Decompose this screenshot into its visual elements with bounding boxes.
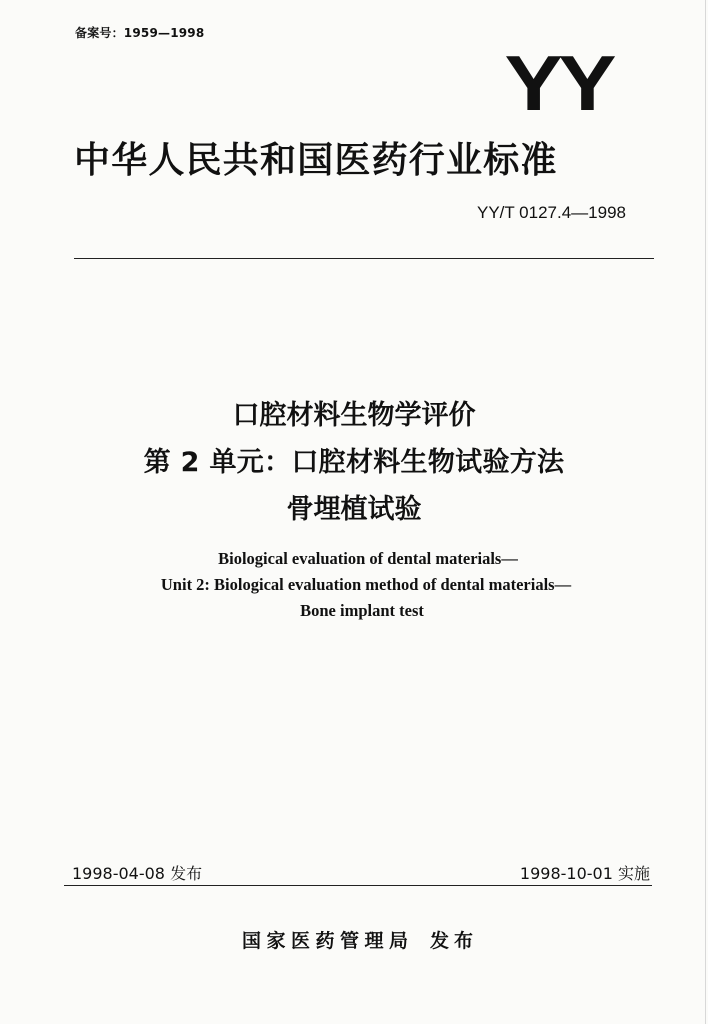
en-title-line-3: Bone implant test <box>300 601 424 620</box>
zh-title-line-2: 第 2 单元：口腔材料生物试验方法 <box>143 447 565 478</box>
zh-title-line-1: 口腔材料生物学评价 <box>232 400 476 431</box>
en-title-line-1: Biological evaluation of dental materials— <box>218 549 518 568</box>
footer-divider <box>64 885 652 886</box>
en-title-line-2: Unit 2: Biological evaluation method of dental materials— <box>160 575 572 594</box>
implementation-date: 1998-10-01 实施 <box>519 864 650 883</box>
zh-title-line-3: 骨埋植试验 <box>286 494 422 525</box>
issue-date: 1998-04-08 发布 <box>72 864 203 883</box>
standard-title: 中华人民共和国医药行业标准 <box>74 140 558 181</box>
standard-logo: YY <box>504 39 612 127</box>
publisher: 国家医药管理局 <box>242 930 414 952</box>
header-divider <box>74 258 654 259</box>
publish-verb: 发布 <box>430 930 479 952</box>
record-number: 备案号：1959—1998 <box>75 26 205 40</box>
standard-code: YY/T 0127.4—1998 <box>476 203 626 222</box>
